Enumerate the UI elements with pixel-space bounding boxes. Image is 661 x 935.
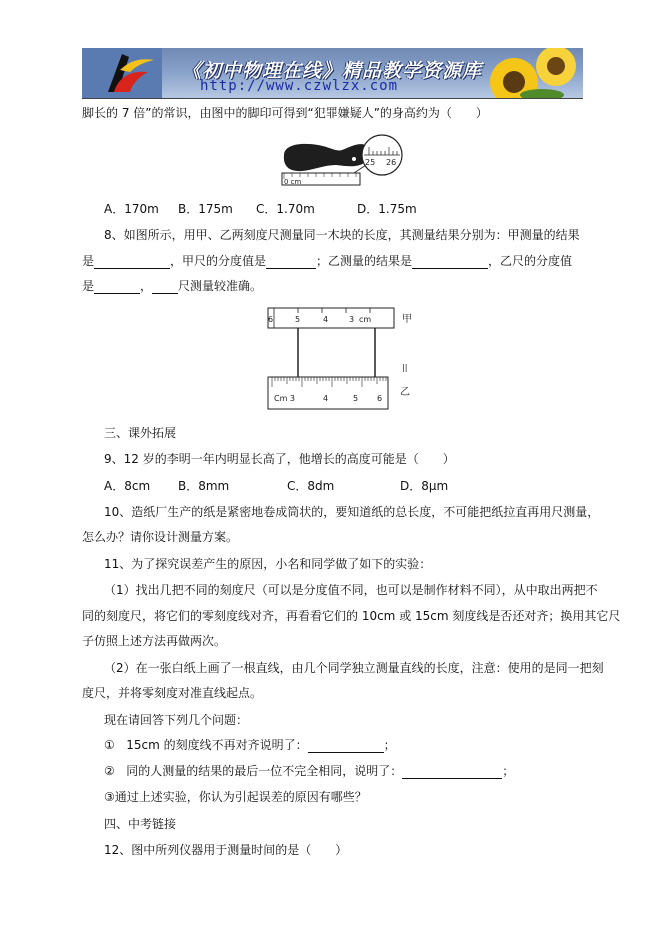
q7-stem: 脚长的 7 倍”的常识，由图中的脚印可得到“犯罪嫌疑人”的身高约为（ ）: [82, 106, 488, 120]
q7-option-d: D．1.75m: [357, 202, 417, 216]
q9-option-b: B．8mm: [178, 479, 230, 493]
ruler-jia-label-5: 5: [295, 315, 301, 324]
ruler-jia-label-6: 6: [268, 315, 274, 324]
q8-line2-c: ；乙测量的结果是: [316, 254, 413, 268]
q9-option-d: D．8μm: [400, 479, 449, 493]
q11-p2-line1: （2）在一张白纸上画了一根直线，由几个同学独立测量直线的长度，注意：使用的是同一把刻: [104, 661, 604, 675]
q11-sub1-num: ①: [104, 738, 115, 752]
q11-p1-line1: （1）找出几把不同的刻度尺（可以是分度值不同，也可以是制作材料不同），从中取出两把不: [104, 583, 598, 597]
header-rule: [82, 98, 583, 99]
q9-option-c: C．8dm: [287, 479, 335, 493]
q7-ruler-start: 0 cm: [284, 178, 302, 186]
q10-line2: 怎么办？请你设计测量方案。: [82, 530, 239, 544]
q11-sub2: [104, 764, 514, 779]
label-jia: 甲: [402, 314, 412, 325]
q8-blank-yi-division[interactable]: [94, 281, 140, 294]
q8-line3: [82, 279, 262, 294]
q8-line3-c: 尺测量较准确。: [178, 279, 263, 293]
ruler-yi-label-3: Cm 3: [274, 394, 296, 403]
q11-sub2-end: ；: [502, 764, 515, 778]
banner-title: 《初中物理在线》精品教学资源库: [182, 60, 483, 82]
q11-p2-line2: 度尺，并将零刻度对准直线起点。: [82, 686, 263, 700]
q12-stem: 12、图中所列仪器用于测量时间的是（ ）: [104, 843, 348, 857]
q11-sub2-blank[interactable]: [402, 766, 502, 779]
q8-line2-a: 是: [82, 254, 95, 268]
section4-heading: 四、中考链接: [104, 817, 177, 831]
q11-sub1-blank[interactable]: [308, 740, 384, 753]
q11-stem: 11、为了探究误差产生的原因，小名和同学做了如下的实验：: [104, 557, 432, 571]
q8-line2: [82, 254, 572, 269]
q7-option-b: B．175m: [178, 202, 233, 216]
q8-line2-d: ，乙尺的分度值: [488, 254, 573, 268]
svg-text:||: ||: [402, 363, 408, 372]
ruler-jia-label-3: 3: [349, 315, 355, 324]
ruler-yi-label-6: 6: [377, 394, 383, 403]
ruler-yi-label-5: 5: [353, 394, 359, 403]
q8-blank-yi-result[interactable]: [412, 256, 488, 269]
sunflower-icon: [490, 48, 576, 98]
q7-option-c: C．1.70m: [256, 202, 315, 216]
q8-line2-b: ，甲尺的分度值是: [170, 254, 267, 268]
q7-mark-a: 25: [365, 158, 376, 167]
q11-p1-line3: 子仿照上述方法再做两次。: [82, 634, 227, 648]
label-yi: 乙: [400, 387, 410, 398]
q11-sub2-num: ②: [104, 764, 115, 778]
section3-heading: 三、课外拓展: [104, 426, 177, 440]
q9-option-a: A．8cm: [104, 479, 151, 493]
q8-blank-jia-result[interactable]: [94, 256, 170, 269]
q8-line1: 8、如图所示，用甲、乙两刻度尺测量同一木块的长度，其测量结果分别为：甲测量的结果: [104, 228, 580, 242]
footprint-shape: [284, 144, 370, 171]
q8-line3-b: ，: [140, 279, 153, 293]
q7-option-a: A．170m: [104, 202, 159, 216]
q8-blank-accurate-ruler[interactable]: [152, 281, 178, 294]
q8-ruler-figure: [262, 300, 422, 415]
q11-sub3: ③通过上述实验，你认为引起误差的原因有哪些？: [104, 790, 367, 804]
q11-sub1-text: 15cm 的刻度线不再对齐说明了：: [126, 738, 308, 752]
ruler-yi-label-4: 4: [323, 394, 329, 403]
ruler-jia-label-cm: cm: [359, 315, 372, 324]
q8-line3-a: 是: [82, 279, 95, 293]
q10-line1: 10、造纸厂生产的纸是紧密地卷成筒状的，要知道纸的总长度，不可能把纸拉直再用尺测量，: [104, 505, 600, 519]
q7-footprint-figure: [270, 133, 420, 191]
q8-blank-jia-division[interactable]: [266, 256, 316, 269]
ruler-jia: [268, 308, 394, 328]
banner-url[interactable]: http://www.czwlzx.com: [200, 78, 399, 94]
q9-stem: 9、12 岁的李明一年内明显长高了，他增长的高度可能是（ ）: [104, 452, 455, 466]
q7-mark-b: 26: [386, 158, 397, 167]
header-banner: [82, 48, 583, 98]
q11-sub2-text: 同的人测量的结果的最后一位不完全相同，说明了：: [126, 764, 403, 778]
q11-sub1-end: ；: [383, 738, 396, 752]
q11-ask: 现在请回答下列几个问题：: [104, 713, 249, 727]
q11-p1-line2: 同的刻度尺，将它们的零刻度线对齐，再看看它们的 10cm 或 15cm 刻度线是否还对齐；换用其它尺: [82, 609, 621, 623]
ruler-yi: [268, 377, 388, 409]
q11-sub1: [104, 738, 396, 753]
ruler-jia-label-4: 4: [323, 315, 329, 324]
